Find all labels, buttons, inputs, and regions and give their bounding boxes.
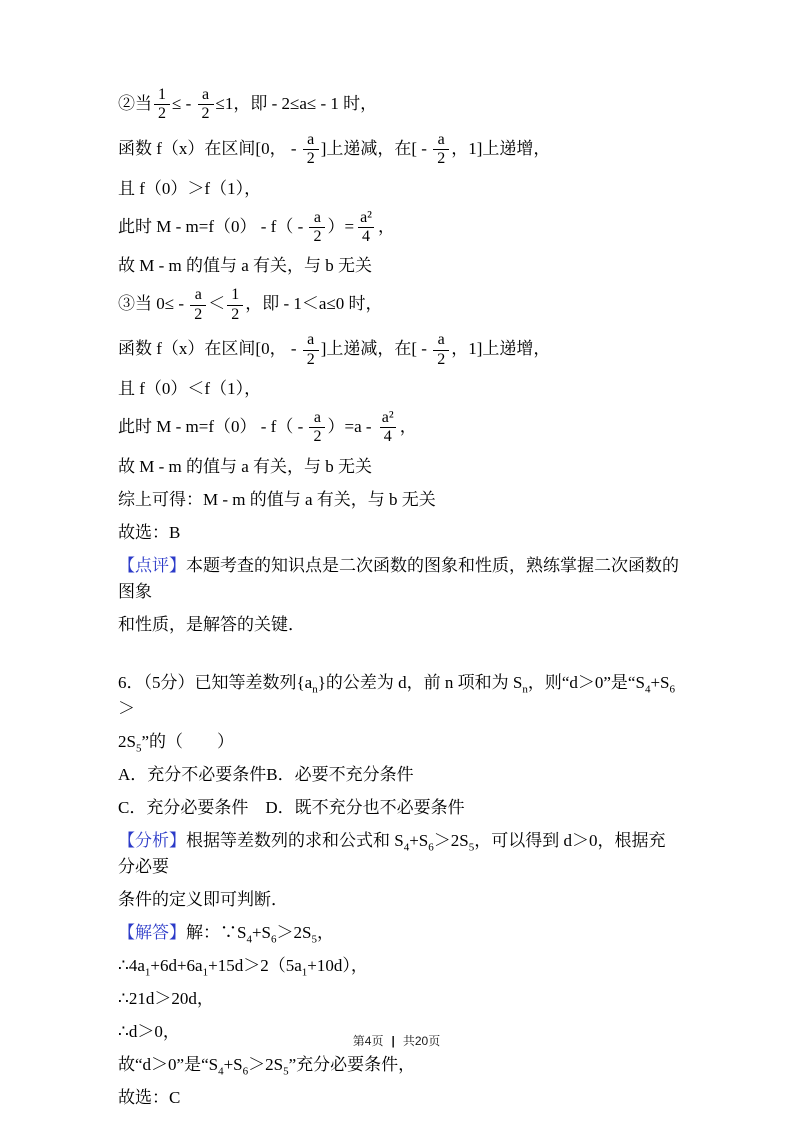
text-run: ）= [327, 216, 355, 236]
fraction-numerator: a [201, 86, 210, 103]
fraction-numerator: a² [381, 408, 394, 426]
fraction [356, 209, 376, 247]
section-label: 【点评】 [118, 555, 186, 575]
text-run: 综上可得：M - m 的值与 a 有关，与 b 无关 [118, 489, 436, 509]
text-run: 故选：C [118, 1087, 181, 1107]
fraction-numerator: a [313, 208, 322, 226]
text-run: ＞2S [276, 922, 312, 942]
text-run: }的公差为 d，前 n 项和为 S [317, 672, 523, 692]
subscript: 6 [242, 1065, 249, 1078]
text-run: 且 f（0）＜f（1）， [118, 378, 262, 398]
text-run: C．充分必要条件 D．既不充分也不必要条件 [118, 797, 465, 817]
fraction-numerator: a² [360, 208, 372, 226]
text-run: ”的（ ） [141, 731, 235, 751]
text-line [118, 887, 680, 913]
text-run: ，可以得到 d＞0，根据充分必要 [118, 830, 666, 876]
text-run: ）=a - [327, 416, 376, 436]
fraction-numerator: a [307, 130, 315, 148]
text-run: 此时 M - m=f（0） - f（ - [118, 216, 308, 236]
fraction-denominator: 4 [358, 227, 374, 246]
subscript: n [312, 683, 318, 696]
page-footer [0, 1032, 793, 1049]
text-run: A．充分不必要条件B．必要不充分条件 [118, 764, 414, 784]
subscript: 6 [428, 841, 434, 854]
text-line [118, 920, 680, 946]
fraction [154, 86, 170, 124]
text-run: 且 f（0）＞f（1）， [118, 178, 262, 198]
text-run: ＞2S [248, 1054, 284, 1074]
text-line [118, 553, 680, 605]
text-run: +S [251, 922, 272, 942]
fraction-denominator: 2 [227, 305, 243, 324]
text-line [118, 729, 680, 755]
fraction-denominator: 4 [380, 427, 396, 446]
text-run: ，1]上递增， [451, 338, 551, 358]
text-run: 函数 f（x）在区间[0， - [118, 138, 301, 158]
text-line [118, 986, 680, 1012]
text-run: 条件的定义即可判断． [118, 889, 288, 909]
fraction [378, 409, 398, 447]
text-line [118, 376, 680, 402]
text-run: 根据等差数列的求和公式和 S [186, 830, 404, 850]
text-run: ∴d＞0， [118, 1021, 180, 1041]
text-run: ，1]上递增， [451, 138, 551, 158]
text-run: +15d＞2（5a [208, 955, 302, 975]
text-line [118, 176, 680, 202]
text-run: ，即 - 1＜a≤0 时， [245, 294, 383, 314]
footer-separator: | [391, 1034, 395, 1048]
section-label: 【分析】 [118, 830, 186, 850]
text-run: 此时 M - m=f（0） - f（ - [118, 416, 308, 436]
text-line [118, 828, 680, 880]
text-run: 6．（5分）已知等差数列{a [118, 672, 313, 692]
text-run: ”充分必要条件， [288, 1054, 416, 1074]
fraction [433, 331, 449, 369]
text-line [118, 953, 680, 979]
subscript: 5 [283, 1065, 289, 1078]
text-run: +S [650, 672, 670, 692]
text-run: ＞2S [433, 830, 469, 850]
text-run: 故 M - m 的值与 a 有关，与 b 无关 [118, 256, 373, 276]
fraction-denominator: 2 [190, 305, 206, 324]
fraction-denominator: 2 [433, 149, 449, 168]
text-line [118, 454, 680, 480]
footer-current-page: 第4页 [352, 1034, 384, 1048]
text-run: ]上递减，在[ - [320, 338, 432, 358]
fraction-numerator: a [437, 130, 445, 148]
fraction-denominator: 2 [154, 104, 170, 123]
text-run: 本题考查的知识点是二次函数的图象和性质，熟练掌握二次函数的图象 [118, 555, 679, 601]
text-line [118, 331, 680, 369]
text-run: 函数 f（x）在区间[0， - [118, 338, 301, 358]
text-line [118, 286, 680, 324]
text-run: 故 M - m 的值与 a 有关，与 b 无关 [118, 456, 373, 476]
text-run: ＞ [118, 698, 135, 718]
text-line [118, 795, 680, 821]
fraction-denominator: 2 [198, 104, 214, 123]
fraction-numerator: a [307, 331, 315, 349]
subscript: 6 [669, 683, 675, 696]
section-label: 【解答】 [118, 922, 186, 942]
text-run: ，则“d＞0”是“S [527, 672, 645, 692]
subscript: 6 [271, 933, 277, 946]
subscript: 4 [403, 841, 410, 854]
text-run: +6d+6a [150, 955, 203, 975]
fraction-numerator: a [313, 408, 322, 426]
subscript: 5 [468, 841, 475, 854]
fraction-numerator: 1 [158, 86, 166, 103]
text-run: 故选：B [118, 522, 181, 542]
fraction [198, 86, 214, 124]
text-run: ≤ - [172, 93, 196, 113]
text-run: ＜ [208, 294, 226, 314]
text-line [118, 520, 680, 546]
text-run: ∴4a [118, 955, 145, 975]
text-line [118, 762, 680, 788]
fraction-denominator: 2 [309, 227, 325, 246]
text-run: +S [223, 1054, 243, 1074]
text-run: 故“d＞0”是“S [118, 1054, 219, 1074]
fraction [303, 331, 319, 369]
fraction-denominator: 2 [433, 350, 449, 369]
text-line [118, 209, 680, 247]
fraction-denominator: 2 [303, 149, 319, 168]
fraction-denominator: 2 [303, 350, 319, 369]
text-line [118, 253, 680, 279]
fraction [433, 131, 449, 169]
subscript: 5 [311, 933, 317, 946]
subscript: 1 [144, 966, 151, 979]
subscript: n [522, 683, 528, 696]
subscript: 1 [301, 966, 308, 979]
fraction [309, 409, 325, 447]
text-run: 解：∵S [186, 922, 247, 942]
text-line [118, 487, 680, 513]
text-line [118, 1085, 680, 1111]
text-run: ， [399, 416, 417, 436]
subscript: 4 [644, 683, 651, 696]
text-line [118, 1052, 680, 1078]
text-run: ≤1，即 - 2≤a≤ - 1 时， [215, 93, 378, 113]
subscript: 4 [246, 933, 252, 946]
text-line [118, 409, 680, 447]
text-run: ③当 0≤ - [118, 294, 189, 314]
subscript: 5 [135, 742, 142, 755]
text-run: ， [377, 216, 395, 236]
text-run: ]上递减，在[ - [320, 138, 432, 158]
text-run: ②当 [118, 93, 152, 113]
fraction [303, 131, 319, 169]
text-run: 和性质，是解答的关键． [118, 614, 305, 634]
text-run: 2S [118, 731, 136, 751]
text-run: +S [409, 830, 429, 850]
fraction-numerator: a [194, 286, 202, 304]
text-run: ∴21d＞20d， [118, 988, 214, 1008]
text-line [118, 86, 680, 124]
fraction-numerator: 1 [231, 286, 240, 304]
text-line [118, 131, 680, 169]
text-line [118, 612, 680, 638]
fraction [190, 286, 206, 324]
text-run: ， [316, 922, 334, 942]
fraction [227, 286, 243, 324]
subscript: 4 [218, 1065, 224, 1078]
fraction-numerator: a [437, 331, 445, 349]
fraction-denominator: 2 [309, 427, 325, 446]
subscript: 1 [202, 966, 209, 979]
footer-total-pages: 共20页 [402, 1034, 441, 1048]
document-body [118, 86, 680, 1118]
text-run: +10d）， [307, 955, 368, 975]
fraction [309, 209, 325, 247]
text-line [118, 670, 680, 722]
